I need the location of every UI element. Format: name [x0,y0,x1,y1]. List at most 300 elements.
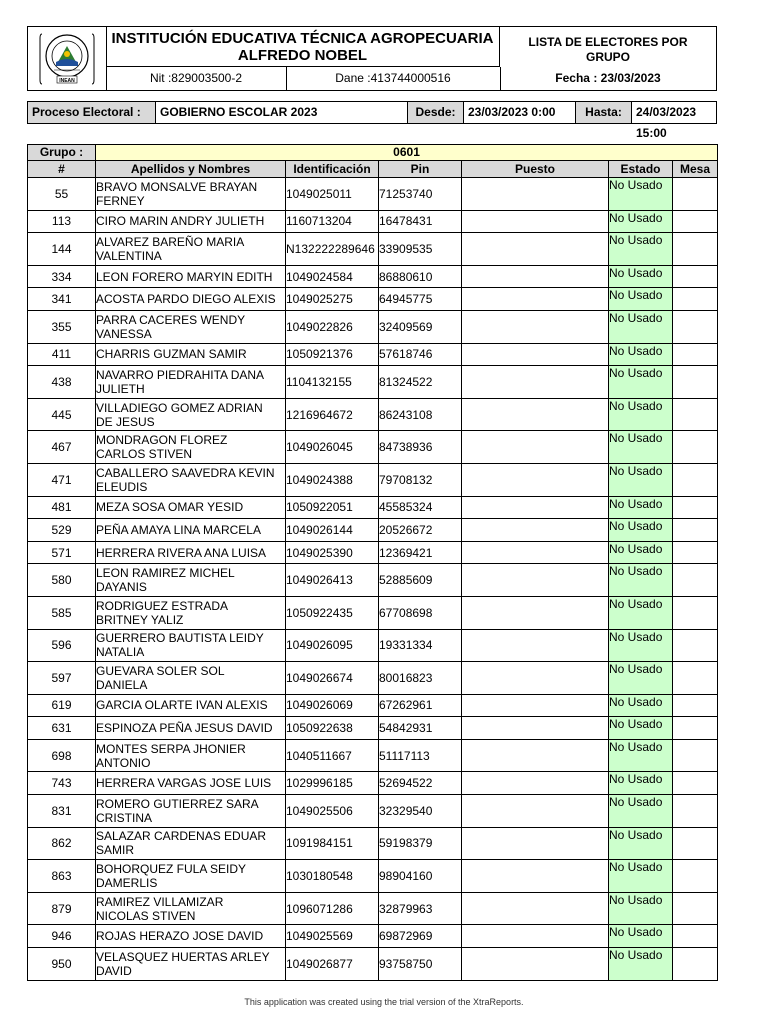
row-number: 631 [28,717,96,740]
voter-name-line1: SALAZAR CARDENAS EDUAR [96,829,267,844]
table-row [28,629,718,662]
voter-name [96,629,286,662]
row-number: 467 [28,431,96,464]
voter-id: 1050922051 [286,496,379,519]
voter-id: 1050921376 [286,343,379,366]
institution-name-line1: INSTITUCIÓN EDUCATIVA TÉCNICA AGROPECUARIA [111,30,494,47]
table-row [28,541,718,564]
voter-name-line2: DANIELA [96,677,148,692]
voter-mesa [673,694,718,717]
row-number: 529 [28,519,96,542]
voter-name-line1: RAMIREZ VILLAMIZAR [96,894,224,909]
row-number: 471 [28,463,96,496]
voter-pin: 84738936 [379,431,462,464]
institution-name-line2: ALFREDO NOBEL [237,47,368,64]
row-number: 334 [28,265,96,288]
status-badge: No Usado [609,496,673,519]
table-row [28,288,718,311]
voter-pin: 67708698 [379,596,462,629]
status-badge: No Usado [609,827,673,860]
voter-puesto [462,892,609,925]
voter-name-line1: MONTES SERPA JHONIER [96,741,246,756]
list-title-line2: GRUPO [585,50,630,64]
voter-name [96,265,286,288]
voter-mesa [673,431,718,464]
voter-name-line2: CARLOS STIVEN [96,447,193,462]
table-row [28,739,718,772]
voter-name-line2: BRITNEY YALIZ [96,612,184,627]
voter-name [96,564,286,597]
voter-name-line2: DAYANIS [96,580,147,595]
voter-name [96,795,286,828]
voter-pin: 79708132 [379,463,462,496]
voter-puesto [462,431,609,464]
row-number: 585 [28,596,96,629]
voter-puesto [462,265,609,288]
status-badge: No Usado [609,596,673,629]
status-badge: No Usado [609,398,673,431]
table-row [28,772,718,795]
school-logo-icon [38,32,96,86]
table-row [28,892,718,925]
voter-name-line1: PEÑA AMAYA LINA MARCELA [96,522,261,537]
voter-mesa [673,892,718,925]
voter-mesa [673,541,718,564]
voter-id: 1029996185 [286,772,379,795]
voter-pin: 98904160 [379,860,462,893]
voter-puesto [462,860,609,893]
voter-pin: 80016823 [379,662,462,695]
voter-pin: 33909535 [379,233,462,266]
table-row [28,366,718,399]
voter-puesto [462,343,609,366]
voter-name-line2: NICOLAS STIVEN [96,908,196,923]
table-row [28,343,718,366]
voter-name-line1: ESPINOZA PEÑA JESUS DAVID [96,721,273,736]
voter-pin: 69872969 [379,925,462,948]
nit-field: Nit :829003500-2 [106,67,287,90]
status-badge: No Usado [609,519,673,542]
voter-pin: 86880610 [379,265,462,288]
voter-id: 1030180548 [286,860,379,893]
voter-name-line2: CRISTINA [96,810,153,825]
status-badge: No Usado [609,366,673,399]
voter-name [96,948,286,981]
voter-name-line1: VELASQUEZ HUERTAS ARLEY [96,949,270,964]
row-number: 341 [28,288,96,311]
voter-id: 1050922638 [286,717,379,740]
row-number: 571 [28,541,96,564]
table-row [28,925,718,948]
status-badge: No Usado [609,210,673,233]
voter-mesa [673,366,718,399]
voter-mesa [673,827,718,860]
to-value: 24/03/2023 15:00 [636,105,697,140]
voter-pin: 57618746 [379,343,462,366]
status-badge: No Usado [609,948,673,981]
voter-puesto [462,233,609,266]
voter-name [96,343,286,366]
row-number: 411 [28,343,96,366]
voter-name-line1: LEON RAMIREZ MICHEL [96,566,235,581]
status-badge: No Usado [609,795,673,828]
voter-name-line1: ACOSTA PARDO DIEGO ALEXIS [96,292,276,307]
col-header-name: Apellidos y Nombres [96,161,286,178]
table-row [28,827,718,860]
voter-id: 1049026045 [286,431,379,464]
col-header-id: Identificación [286,161,379,178]
voter-mesa [673,233,718,266]
group-label: Grupo : [28,145,96,161]
status-badge: No Usado [609,541,673,564]
voter-mesa [673,265,718,288]
voter-puesto [462,541,609,564]
voter-id: 1049022826 [286,310,379,343]
voter-id: 1049024584 [286,265,379,288]
voter-name [96,596,286,629]
voter-name-line1: BRAVO MONSALVE BRAYAN [96,179,258,194]
table-row [28,662,718,695]
voter-name [96,739,286,772]
voter-pin: 20526672 [379,519,462,542]
col-header-number: # [28,161,96,178]
voter-pin: 81324522 [379,366,462,399]
voter-id: 1091984151 [286,827,379,860]
voter-pin: 45585324 [379,496,462,519]
voter-name-line1: GUERRERO BAUTISTA LEIDY [96,631,264,646]
voter-id: 1049026069 [286,694,379,717]
voter-puesto [462,694,609,717]
voter-pin: 67262961 [379,694,462,717]
voter-puesto [462,564,609,597]
table-row [28,717,718,740]
voter-pin: 93758750 [379,948,462,981]
table-row [28,398,718,431]
row-number: 946 [28,925,96,948]
status-badge: No Usado [609,772,673,795]
status-badge: No Usado [609,739,673,772]
voter-puesto [462,662,609,695]
voter-puesto [462,366,609,399]
voter-puesto [462,827,609,860]
voter-name [96,463,286,496]
report-header [27,26,717,91]
voter-id: 1096071286 [286,892,379,925]
voter-puesto [462,629,609,662]
table-row [28,948,718,981]
voter-name-line1: CHARRIS GUZMAN SAMIR [96,347,247,362]
voter-mesa [673,772,718,795]
voter-puesto [462,925,609,948]
voter-name-line1: GUEVARA SOLER SOL [96,663,225,678]
table-row [28,596,718,629]
voter-name-line1: GARCIA OLARTE IVAN ALEXIS [96,698,268,713]
status-badge: No Usado [609,463,673,496]
voter-puesto [462,948,609,981]
row-number: 597 [28,662,96,695]
process-bar [27,101,717,140]
voter-name-line1: RODRIGUEZ ESTRADA [96,598,229,613]
footer-note: This application was created using the trial version of the XtraReports. [244,997,524,1007]
table-row [28,860,718,893]
voter-id: 1049025011 [286,178,379,211]
status-badge: No Usado [609,860,673,893]
voter-mesa [673,948,718,981]
voter-id: 1049026413 [286,564,379,597]
row-number: 863 [28,860,96,893]
voter-mesa [673,398,718,431]
voter-name-line1: HERRERA VARGAS JOSE LUIS [96,776,272,791]
voter-name [96,519,286,542]
voter-name-line2: FERNEY [96,193,145,208]
table-row [28,310,718,343]
voter-puesto [462,596,609,629]
row-number: 438 [28,366,96,399]
voter-name [96,717,286,740]
voter-name [96,892,286,925]
voter-mesa [673,178,718,211]
voter-name-line1: ROMERO GUTIERREZ SARA [96,796,259,811]
table-row [28,564,718,597]
table-row [28,519,718,542]
voter-name-line1: PARRA CACERES WENDY [96,312,246,327]
col-header-mesa: Mesa [673,161,718,178]
table-row [28,795,718,828]
voter-puesto [462,288,609,311]
logo-short-text: INEAN [59,78,75,84]
voter-puesto [462,210,609,233]
voter-puesto [462,717,609,740]
voter-name [96,541,286,564]
list-title-line1: LISTA DE ELECTORES POR [528,35,688,49]
voter-puesto [462,772,609,795]
voter-id: 1049025569 [286,925,379,948]
voter-puesto [462,496,609,519]
voter-name-line2: DAVID [96,963,132,978]
row-number: 596 [28,629,96,662]
voter-name [96,310,286,343]
voter-name-line2: VANESSA [96,326,152,341]
voter-pin: 52694522 [379,772,462,795]
voter-mesa [673,662,718,695]
voter-name [96,496,286,519]
dane-field: Dane :413744000516 [286,67,501,90]
voter-mesa [673,564,718,597]
voter-pin: 52885609 [379,564,462,597]
row-number: 445 [28,398,96,431]
voter-name-line2: VALENTINA [96,248,162,263]
voter-name [96,860,286,893]
row-number: 950 [28,948,96,981]
voter-pin: 12369421 [379,541,462,564]
voter-id: 1216964672 [286,398,379,431]
row-number: 113 [28,210,96,233]
to-label: Hasta: [576,102,632,123]
voter-name [96,288,286,311]
logo-cell [28,27,107,90]
voter-id: 1049025390 [286,541,379,564]
status-badge: No Usado [609,892,673,925]
row-number: 619 [28,694,96,717]
voter-name-line2: SAMIR [96,843,135,858]
voter-pin: 51117113 [379,739,462,772]
status-badge: No Usado [609,233,673,266]
voter-mesa [673,629,718,662]
voter-name [96,366,286,399]
list-title [500,27,716,67]
voter-name [96,662,286,695]
row-number: 355 [28,310,96,343]
voter-name-line2: DAMERLIS [96,876,158,891]
voter-mesa [673,288,718,311]
voter-mesa [673,343,718,366]
status-badge: No Usado [609,717,673,740]
col-header-estado: Estado [609,161,673,178]
voter-rows [28,178,718,981]
voter-name [96,233,286,266]
voter-mesa [673,739,718,772]
voter-mesa [673,717,718,740]
group-row [28,145,718,161]
voter-id: 1050922435 [286,596,379,629]
status-badge: No Usado [609,178,673,211]
row-number: 580 [28,564,96,597]
status-badge: No Usado [609,265,673,288]
voter-name-line2: ANTONIO [96,755,151,770]
voter-pin: 54842931 [379,717,462,740]
voter-pin: 32329540 [379,795,462,828]
row-number: 481 [28,496,96,519]
voter-puesto [462,519,609,542]
row-number: 55 [28,178,96,211]
voter-id: 1049025506 [286,795,379,828]
voter-pin: 32409569 [379,310,462,343]
voter-name-line1: BOHORQUEZ FULA SEIDY [96,862,247,877]
status-badge: No Usado [609,343,673,366]
voter-name-line1: VILLADIEGO GOMEZ ADRIAN [96,400,263,415]
institution-name [106,27,500,67]
voter-name-line2: NATALIA [96,645,145,660]
voter-id: 1049026674 [286,662,379,695]
voter-name [96,827,286,860]
table-row [28,463,718,496]
voter-mesa [673,463,718,496]
voter-pin: 19331334 [379,629,462,662]
table-row [28,233,718,266]
status-badge: No Usado [609,310,673,343]
voter-id: 1049026877 [286,948,379,981]
table-row [28,210,718,233]
row-number: 743 [28,772,96,795]
voter-id: 1049025275 [286,288,379,311]
process-value: GOBIERNO ESCOLAR 2023 [156,102,408,123]
voter-name-line1: CIRO MARIN ANDRY JULIETH [96,214,265,229]
voter-pin: 86243108 [379,398,462,431]
voter-name-line2: DE JESUS [96,414,155,429]
status-badge: No Usado [609,629,673,662]
voter-name [96,431,286,464]
voter-puesto [462,739,609,772]
voter-name-line1: CABALLERO SAAVEDRA KEVIN [96,465,275,480]
voter-mesa [673,860,718,893]
voter-id: 1104132155 [286,366,379,399]
voter-id: 1040511667 [286,739,379,772]
status-badge: No Usado [609,431,673,464]
report-date: Fecha : 23/03/2023 [555,71,661,85]
col-header-puesto: Puesto [462,161,609,178]
status-badge: No Usado [609,288,673,311]
voter-id: 1049026144 [286,519,379,542]
voter-id: 1049026095 [286,629,379,662]
voter-name [96,178,286,211]
table-row [28,178,718,211]
table-row [28,496,718,519]
from-label: Desde: [408,102,464,123]
voter-name [96,694,286,717]
column-header-row [28,161,718,178]
voter-puesto [462,398,609,431]
voter-name-line2: JULIETH [96,381,145,396]
voter-name [96,772,286,795]
voter-name [96,925,286,948]
voter-name [96,210,286,233]
table-row [28,265,718,288]
voter-name-line1: MEZA SOSA OMAR YESID [96,500,244,515]
voter-name-line2: ELEUDIS [96,479,148,494]
voter-mesa [673,310,718,343]
col-header-pin: Pin [379,161,462,178]
row-number: 831 [28,795,96,828]
voter-pin: 59198379 [379,827,462,860]
voter-puesto [462,178,609,211]
voter-pin: 71253740 [379,178,462,211]
group-value: 0601 [96,145,718,161]
voter-pin: 32879963 [379,892,462,925]
voter-mesa [673,210,718,233]
voter-mesa [673,925,718,948]
voter-name-line1: NAVARRO PIEDRAHITA DANA [96,367,265,382]
voter-puesto [462,310,609,343]
voter-name-line1: ALVAREZ BAREÑO MARIA [96,234,245,249]
voter-mesa [673,519,718,542]
voter-id: N132222289646 [286,233,379,266]
status-badge: No Usado [609,925,673,948]
table-row [28,694,718,717]
voter-mesa [673,795,718,828]
voter-id: 1049024388 [286,463,379,496]
status-badge: No Usado [609,694,673,717]
row-number: 862 [28,827,96,860]
voter-name [96,398,286,431]
voter-mesa [673,496,718,519]
status-badge: No Usado [609,564,673,597]
voter-name-line1: LEON FORERO MARYIN EDITH [96,269,273,284]
process-label: Proceso Electoral : [28,102,156,123]
voter-pin: 16478431 [379,210,462,233]
voter-pin: 64945775 [379,288,462,311]
voter-name-line1: MONDRAGON FLOREZ [96,433,228,448]
voter-mesa [673,596,718,629]
row-number: 144 [28,233,96,266]
row-number: 698 [28,739,96,772]
voter-puesto [462,463,609,496]
table-row [28,431,718,464]
voter-puesto [462,795,609,828]
voter-id: 1160713204 [286,210,379,233]
row-number: 879 [28,892,96,925]
voters-table [27,144,718,981]
voter-name-line1: ROJAS HERAZO JOSE DAVID [96,929,264,944]
